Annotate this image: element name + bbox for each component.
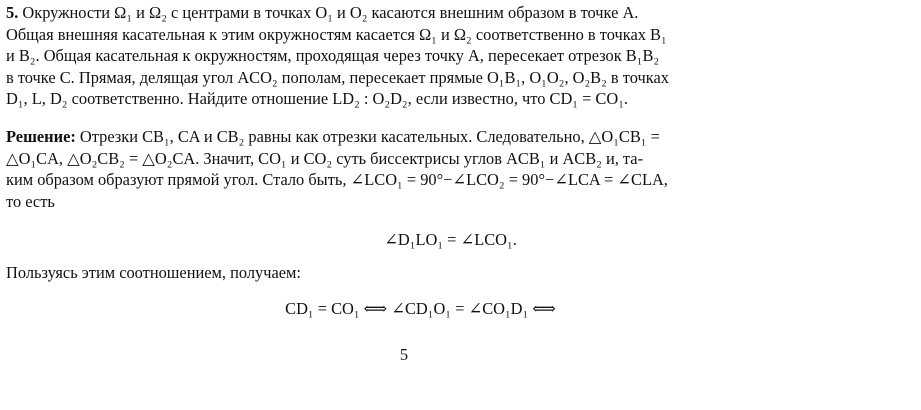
problem-line-3: и B₂. Общая касательная к окружностям, проходящая через точку A, пересекает отрезок B₁B₂ [6,46,660,65]
problem-line-4: в точке C. Прямая, делящая угол ACO₂ пополам, пересекает прямые O₁B₁, O₁O₂, O₂B₂ в точках [6,67,669,87]
problem-line-1: 5. Окружности Ω₁ и Ω₂ с центрами в точках O₁ и O₂ касаются внешним образом в точке A. [6,3,639,22]
solution-line-2: △O₁CA, △O₂CB₂ = △O₂CA. Значит, CO₁ и CO₂ суть биссектрисы углов ACB₁ и ACB₂ и, та- [6,148,644,168]
problem-statement [6,2,911,110]
solution-text [6,126,911,212]
display-formula-equivalence: CD₁ = CO₁ ⟺ ∠CD₁O₁ = ∠CO₁D₁ ⟺ [285,299,556,318]
page-number: 5 [399,345,409,364]
problem-line-2: Общая внешняя касательная к этим окружностям касается Ω₁ и Ω₂ соответственно в точках B₁ [6,24,667,44]
problem-number: 5. [6,3,19,22]
display-formula-angle: ∠D₁LO₁ = ∠LCO₁. [384,230,517,249]
solution-line-1: Решение: Отрезки CB₁, CA и CB₂ равны как отрезки касательных. Следовательно, △O₁CB₁ = [6,127,660,146]
solution-line-3: ким образом образуют прямой угол. Стало быть, ∠LCO₁ = 90°−∠LCO₂ = 90°−∠LCA = ∠CLA, [6,170,668,189]
solution-label: Решение: [6,127,76,146]
lead-in-text: Пользуясь этим соотношением, получаем: [6,263,301,282]
solution-line-4: то есть [6,191,55,211]
problem-line-5: D₁, L, D₂ соответственно. Найдите отношение LD₂ : O₂D₂, если известно, что CD₁ = CO₁. [6,89,629,108]
